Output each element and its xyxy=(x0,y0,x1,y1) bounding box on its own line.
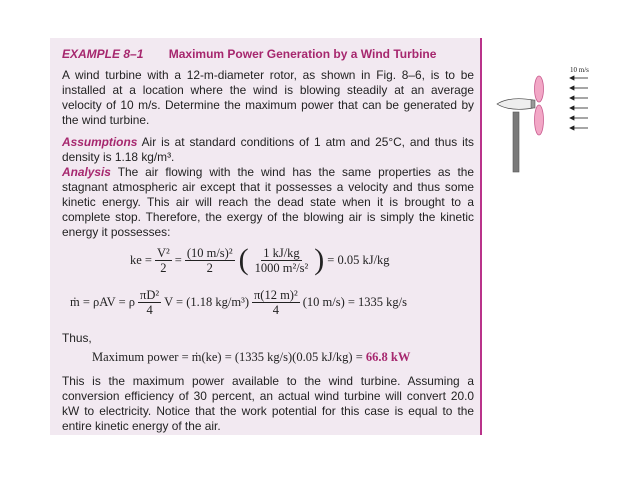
eq3-text: Maximum power = ṁ(ke) = (1335 kg/s)(0.05 kJ/kg) = xyxy=(92,350,363,364)
turbine xyxy=(497,76,544,172)
eq2-mid: V = (1.18 kg/m³) xyxy=(164,295,249,309)
wind-arrow-icon xyxy=(570,106,588,110)
eq1-two: 2 xyxy=(160,260,167,275)
eq1-lhs: ke = xyxy=(130,252,152,267)
eq1-den2: 1000 m²/s² xyxy=(254,260,309,275)
conclusion-paragraph: This is the maximum power available to the wind turbine. Assuming a conversion efficiency of 30 percent, an actual wind turbine will convert 20.0 kW to electricity. Notice that the work potential for this case is equal to the entire kinetic energy of the air. xyxy=(62,374,474,433)
example-title: Maximum Power Generation by a Wind Turbine xyxy=(168,47,437,61)
wind-arrow-icon xyxy=(570,96,588,100)
left-paren: ( xyxy=(238,243,249,276)
eq1-eqsign: = xyxy=(174,252,182,267)
wind-arrow-icon xyxy=(570,76,588,80)
eq2-den1: 4 xyxy=(146,303,153,317)
right-paren: ) xyxy=(314,243,325,276)
wind-arrow-icon xyxy=(570,126,588,130)
wind-arrow-icon xyxy=(570,86,588,90)
analysis-text: The air flowing with the wind has the same properties as the stagnant atmospheric air except that it possesses a velocity and thus some kinetic energy. This air will reach the dead state when it is brought to a complete stop. Therefore, the exergy of the blowing air is simply the kinetic energy it possesses: xyxy=(62,165,474,239)
turbine-tower xyxy=(513,112,519,172)
turbine-nacelle xyxy=(497,99,533,110)
eq1-num1: (10 m/s)² xyxy=(186,245,233,260)
example-number: EXAMPLE 8–1 xyxy=(62,47,144,61)
eq1-den1: 2 xyxy=(206,260,213,275)
assumptions-text: Air is at standard conditions of 1 atm and 25°C, and thus its density is 1.18 kg/m³. xyxy=(62,135,475,164)
eq2-den2: 4 xyxy=(272,303,279,317)
thus-text: Thus, xyxy=(62,331,92,345)
wind-arrow-icon xyxy=(570,116,588,120)
wind-speed-label: 10 m/s xyxy=(570,66,589,74)
turbine-hub xyxy=(531,100,535,108)
assumptions-label: Assumptions xyxy=(62,135,138,149)
eq2-num1: πD² xyxy=(140,288,160,302)
eq1-v2: V² xyxy=(156,245,170,260)
wind-arrows xyxy=(570,76,588,130)
intro-paragraph: A wind turbine with a 12-m-diameter rotor, as shown in Fig. 8–6, is to be installed at a location where the wind is blowing steadily at an average velocity of 10 m/s. Determine the maximum power that can be generated by the wind turbine. xyxy=(62,68,474,127)
blade-upper xyxy=(535,76,544,102)
analysis-label: Analysis xyxy=(62,165,111,179)
eq3-result: 66.8 kW xyxy=(365,350,411,364)
eq2-rhs: (10 m/s) = 1335 kg/s xyxy=(302,295,407,309)
blade-lower xyxy=(535,105,544,135)
eq1-rhs: = 0.05 kJ/kg xyxy=(327,252,390,267)
eq1-num2: 1 kJ/kg xyxy=(263,245,300,260)
eq2-lhs: ṁ = ρAV = ρ xyxy=(70,295,136,309)
eq2-num2: π(12 m)² xyxy=(253,288,298,302)
